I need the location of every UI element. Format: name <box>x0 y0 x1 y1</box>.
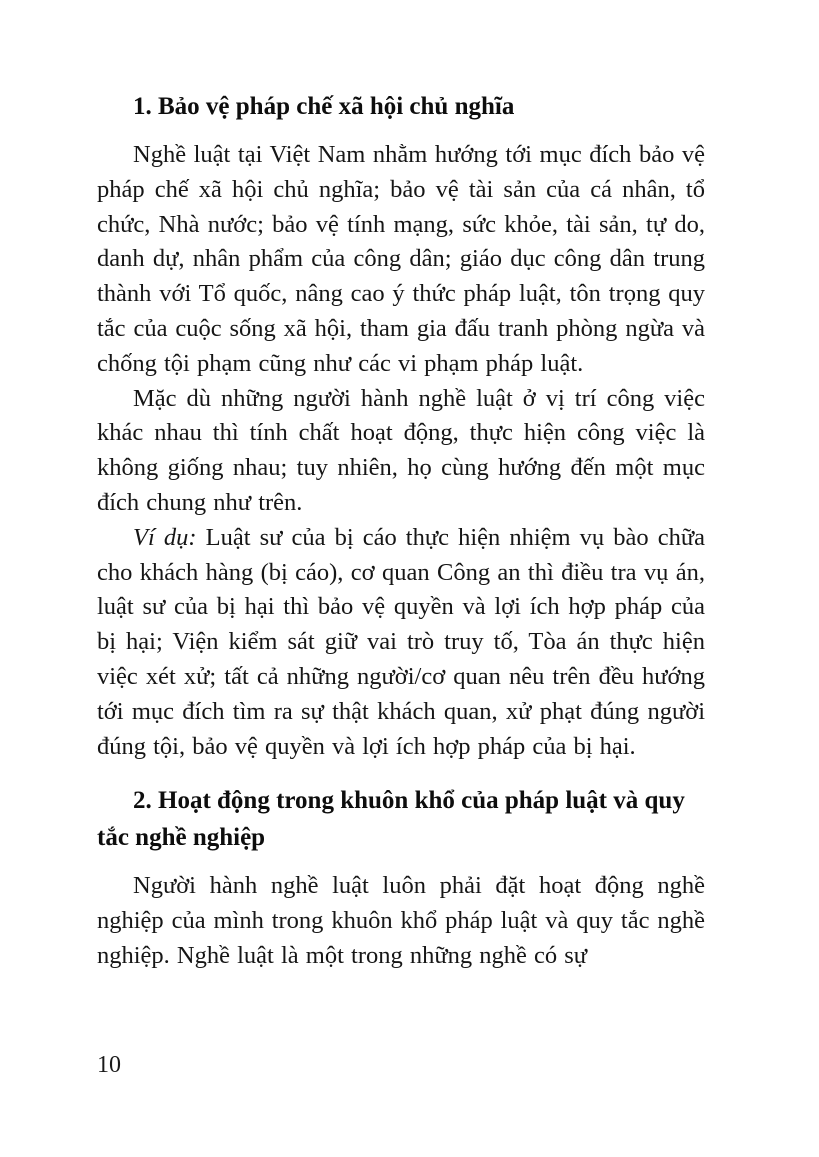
page-number: 10 <box>97 1052 121 1078</box>
section-2-paragraph-1: Người hành nghề luật luôn phải đặt hoạt động nghề nghiệp của mình trong khuôn khổ pháp luật và quy tắc nghề nghiệp. Nghề luật là một trong những nghề có sự <box>97 872 705 969</box>
example-label: Ví dụ: <box>133 523 197 551</box>
section-1-paragraph-2: Mặc dù những người hành nghề luật ở vị trí công việc khác nhau thì tính chất hoạt động, thực hiện công việc là không giống nhau; tuy nhiên, họ cùng hướng đến một mục đích chung như trên. <box>97 384 705 516</box>
section-2-heading: 2. Hoạt động trong khuôn khổ của pháp luật và quy tắc nghề nghiệp <box>97 787 685 852</box>
section-1-example-paragraph <box>97 521 705 765</box>
page-content <box>97 88 705 974</box>
section-1-paragraph-1: Nghề luật tại Việt Nam nhằm hướng tới mục đích bảo vệ pháp chế xã hội chủ nghĩa; bảo vệ tài sản của cá nhân, tổ chức, Nhà nước; bảo vệ tính mạng, sức khỏe, tài sản, tự do, danh dự, nhân phẩm của công dân; giáo dục công dân trung thành với Tổ quốc, nâng cao ý thức pháp luật, tôn trọng quy tắc của cuộc sống xã hội, tham gia đấu tranh phòng ngừa và chống tội phạm cũng như các vi phạm pháp luật. <box>97 141 705 377</box>
example-text: Luật sư của bị cáo thực hiện nhiệm vụ bào chữa cho khách hàng (bị cáo), cơ quan Công an thì điều tra vụ án, luật sư của bị hại thì bảo vệ quyền và lợi ích hợp pháp của bị hại; Viện kiểm sát giữ vai trò truy tố, Tòa án thực hiện việc xét xử; tất cả những người/cơ quan nêu trên đều hướng tới mục đích tìm ra sự thật khách quan, xử phạt đúng người đúng tội, bảo vệ quyền và lợi ích hợp pháp của bị hại. <box>97 523 706 760</box>
section-1-heading: 1. Bảo vệ pháp chế xã hội chủ nghĩa <box>133 93 515 120</box>
